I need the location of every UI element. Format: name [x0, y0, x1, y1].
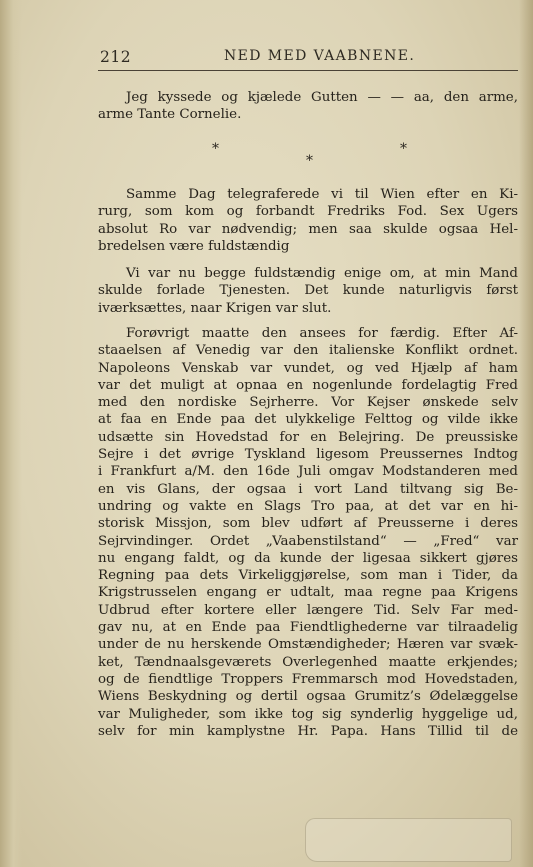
asterisk: * — [306, 153, 313, 169]
text-line: gav nu, at en Ende paa Fiendtlighederne var tilraadelig — [98, 620, 518, 636]
text-line: Udbrud efter kortere eller længere Tid. Selv Far med- — [98, 602, 518, 618]
paragraph-3 — [98, 265, 518, 317]
text-line: bredelsen være fuldstændig — [98, 238, 290, 254]
text-line: under de nu herskende Omstændigheder; Hæren var svæk- — [98, 637, 518, 653]
page-number: 212 — [100, 48, 132, 66]
text-line: Wiens Beskydning og dertil ogsaa Grumitz’s Ødelæggelse — [98, 689, 518, 705]
paragraph-2 — [98, 186, 518, 255]
text-line: Forøvrigt maatte den ansees for færdig. Efter Af- — [126, 326, 518, 341]
running-title: NED MED VAABNENE. — [224, 48, 416, 64]
text-line: iværksættes, naar Krigen var slut. — [98, 300, 332, 316]
text-line: var det muligt at opnaa en nogenlunde fordelagtig Fred — [98, 377, 518, 393]
page-edge-right — [519, 0, 533, 867]
text-line: Napoleons Venskab var vundet, og ved Hjælp af ham — [98, 360, 518, 376]
page-edge-left — [0, 0, 22, 867]
text-line: Samme Dag telegraferede vi til Wien efter en Ki- — [126, 187, 518, 202]
text-line: Sejrvindinger. Ordet „Vaabenstilstand“ — „Fred“ var — [98, 533, 518, 549]
text-line: var Muligheder, som ikke tog sig synderlig hyggelige ud, — [98, 706, 518, 722]
text-line: en vis Glans, der ogsaa i vort Land tiltvang sig Be- — [98, 481, 518, 497]
text-line: staaelsen af Venedig var den italienske Konflikt ordnet. — [98, 343, 518, 359]
text-line: Sejre i det øvrige Tyskland ligesom Preussernes Indtog — [98, 447, 518, 463]
text-line: Krigstrusselen engang er udtalt, maa regne paa Krigens — [98, 585, 518, 601]
text-line: Regning paa dets Virkeliggjørelse, som man i Tider, da — [98, 568, 518, 584]
section-break — [98, 141, 518, 171]
text-line: storisk Missjon, som blev udført af Preusserne i deres — [98, 516, 518, 532]
page-header — [100, 48, 518, 70]
text-line: Vi var nu begge fuldstændig enige om, at min Mand — [126, 266, 518, 281]
text-line: skulde forlade Tjenesten. Det kunde naturligvis først — [98, 283, 518, 299]
text-line: rurg, som kom og forbandt Fredriks Fod. Sex Ugers — [98, 204, 518, 220]
text-line: undring og vakte en Slags Tro paa, at det var en hi- — [98, 498, 518, 514]
text-line: at faa en Ende paa det ulykkelige Felttog og vilde ikke — [98, 412, 518, 428]
text-line: i Frankfurt a/M. den 16de Juli omgav Modstanderen med — [98, 464, 518, 480]
text-line: og de fiendtlige Troppers Fremmarsch mod Hovedstaden, — [98, 671, 518, 687]
page-stain — [305, 818, 512, 862]
text-line: ket, Tændnaalsgeværets Overlegenhed maatte erkjendes; — [98, 654, 518, 670]
text-line: med den nordiske Sejrherre. Vor Kejser ønskede selv — [98, 395, 518, 411]
text-line: Jeg kyssede og kjælede Gutten — — aa, den arme, — [126, 90, 518, 105]
asterisk: * — [400, 141, 407, 157]
header-rule — [98, 70, 518, 71]
asterisk: * — [212, 141, 219, 157]
text-line: arme Tante Cornelie. — [98, 107, 242, 123]
text-line: nu engang faldt, og da kunde der ligesaa sikkert gjøres — [98, 550, 518, 566]
text-line: absolut Ro var nødvendig; men saa skulde ogsaa Hel- — [98, 221, 518, 237]
text-line: selv for min kamplystne Hr. Papa. Hans Tillid til de — [98, 723, 518, 739]
text-line: udsætte sin Hovedstad for en Belejring. De preussiske — [98, 429, 518, 445]
paragraph-4 — [98, 325, 518, 740]
paragraph-1 — [98, 89, 518, 124]
